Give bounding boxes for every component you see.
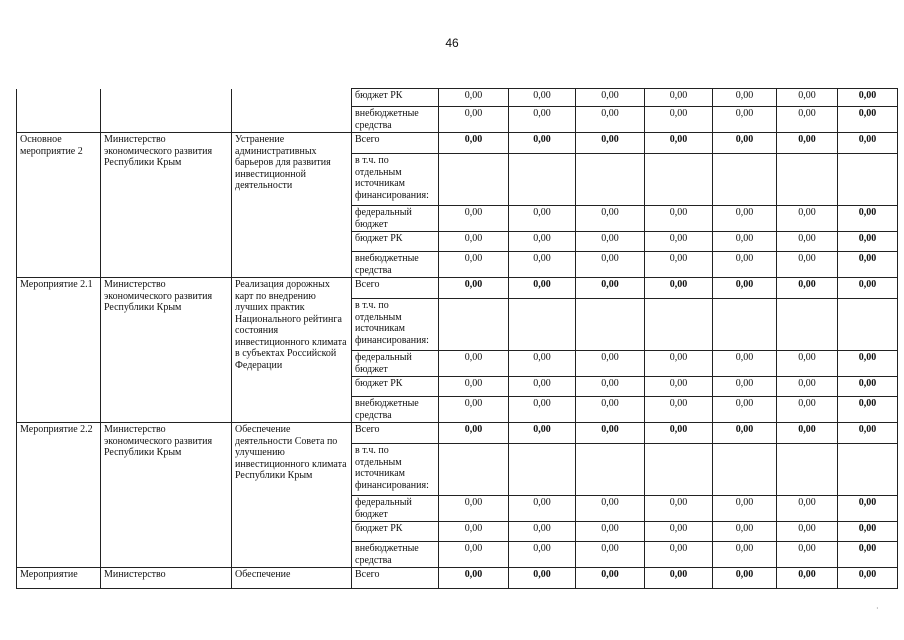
year-col-4-value: 0,00 (645, 397, 713, 423)
year-col-5-value: 0,00 (713, 278, 777, 299)
budget-table (16, 88, 898, 589)
table-row (17, 568, 898, 589)
year-col-4-value: 0,00 (645, 542, 713, 568)
year-col-4-value: 0,00 (645, 107, 713, 133)
year-col-1-value (439, 299, 509, 351)
funding-source-label: внебюджетные средства (352, 542, 439, 568)
year-col-4-value: 0,00 (645, 522, 713, 542)
funding-source-label: федеральный бюджет (352, 351, 439, 377)
year-col-3-value (576, 444, 645, 496)
year-col-3-value (576, 299, 645, 351)
year-col-7-value (838, 299, 898, 351)
year-col-5-value (713, 154, 777, 206)
year-col-3-value: 0,00 (576, 542, 645, 568)
year-col-3-value: 0,00 (576, 89, 645, 107)
executor-cell: Министерство (101, 568, 232, 589)
year-col-6-value: 0,00 (777, 206, 838, 232)
year-col-3-value: 0,00 (576, 568, 645, 589)
measure-name-cell (232, 89, 352, 133)
executor-cell (101, 89, 232, 133)
funding-source-label: бюджет РК (352, 232, 439, 252)
year-col-4-value (645, 154, 713, 206)
funding-source-label: Всего (352, 133, 439, 154)
funding-source-label: бюджет РК (352, 522, 439, 542)
year-col-6-value: 0,00 (777, 423, 838, 444)
year-col-3-value: 0,00 (576, 278, 645, 299)
year-col-1-value: 0,00 (439, 133, 509, 154)
measure-code-cell: Мероприятие 2.2 (17, 423, 101, 568)
year-col-7-value: 0,00 (838, 377, 898, 397)
year-col-2-value: 0,00 (509, 377, 576, 397)
year-col-4-value (645, 299, 713, 351)
year-col-7-value: 0,00 (838, 278, 898, 299)
year-col-1-value: 0,00 (439, 278, 509, 299)
year-col-2-value (509, 299, 576, 351)
year-col-3-value: 0,00 (576, 351, 645, 377)
year-col-7-value: 0,00 (838, 206, 898, 232)
year-col-1-value: 0,00 (439, 351, 509, 377)
year-col-7-value: 0,00 (838, 522, 898, 542)
year-col-2-value: 0,00 (509, 252, 576, 278)
funding-source-label: внебюджетные средства (352, 252, 439, 278)
year-col-7-value (838, 444, 898, 496)
year-col-2-value (509, 444, 576, 496)
year-col-3-value (576, 154, 645, 206)
year-col-2-value: 0,00 (509, 107, 576, 133)
year-col-5-value: 0,00 (713, 377, 777, 397)
scan-speck: · (876, 604, 879, 613)
year-col-2-value: 0,00 (509, 568, 576, 589)
year-col-5-value: 0,00 (713, 496, 777, 522)
year-col-3-value: 0,00 (576, 377, 645, 397)
year-col-7-value: 0,00 (838, 252, 898, 278)
year-col-5-value: 0,00 (713, 397, 777, 423)
measure-code-cell: Основное мероприятие 2 (17, 133, 101, 278)
year-col-3-value: 0,00 (576, 423, 645, 444)
year-col-2-value: 0,00 (509, 522, 576, 542)
year-col-6-value: 0,00 (777, 568, 838, 589)
year-col-7-value: 0,00 (838, 89, 898, 107)
year-col-5-value: 0,00 (713, 568, 777, 589)
year-col-4-value: 0,00 (645, 423, 713, 444)
year-col-5-value (713, 444, 777, 496)
table-row (17, 278, 898, 299)
year-col-6-value: 0,00 (777, 377, 838, 397)
year-col-6-value: 0,00 (777, 232, 838, 252)
executor-cell: Министерство экономического развития Республики Крым (101, 133, 232, 278)
year-col-1-value: 0,00 (439, 397, 509, 423)
year-col-1-value: 0,00 (439, 496, 509, 522)
year-col-5-value: 0,00 (713, 542, 777, 568)
year-col-4-value: 0,00 (645, 496, 713, 522)
funding-source-label: в т.ч. по отдельным источникам финансирования: (352, 154, 439, 206)
year-col-5-value: 0,00 (713, 206, 777, 232)
year-col-7-value: 0,00 (838, 232, 898, 252)
measure-name-cell: Обеспечение деятельности Совета по улучшению инвестиционного климата Республики Крым (232, 423, 352, 568)
year-col-1-value: 0,00 (439, 89, 509, 107)
page-number: 46 (445, 36, 459, 50)
year-col-7-value: 0,00 (838, 107, 898, 133)
year-col-3-value: 0,00 (576, 232, 645, 252)
year-col-5-value: 0,00 (713, 232, 777, 252)
funding-source-label: внебюджетные средства (352, 397, 439, 423)
year-col-7-value: 0,00 (838, 542, 898, 568)
year-col-4-value: 0,00 (645, 278, 713, 299)
year-col-3-value: 0,00 (576, 496, 645, 522)
year-col-5-value: 0,00 (713, 133, 777, 154)
year-col-5-value (713, 299, 777, 351)
year-col-6-value: 0,00 (777, 397, 838, 423)
funding-source-label: федеральный бюджет (352, 496, 439, 522)
year-col-4-value: 0,00 (645, 89, 713, 107)
year-col-7-value: 0,00 (838, 133, 898, 154)
year-col-2-value: 0,00 (509, 133, 576, 154)
year-col-6-value: 0,00 (777, 278, 838, 299)
funding-source-label: Всего (352, 568, 439, 589)
year-col-5-value: 0,00 (713, 89, 777, 107)
year-col-7-value: 0,00 (838, 351, 898, 377)
year-col-2-value: 0,00 (509, 206, 576, 232)
year-col-6-value: 0,00 (777, 496, 838, 522)
year-col-7-value: 0,00 (838, 496, 898, 522)
measure-name-cell: Устранение административных барьеров для развития инвестиционной деятельности (232, 133, 352, 278)
year-col-1-value: 0,00 (439, 522, 509, 542)
year-col-1-value: 0,00 (439, 377, 509, 397)
funding-source-label: бюджет РК (352, 377, 439, 397)
year-col-4-value: 0,00 (645, 252, 713, 278)
year-col-4-value: 0,00 (645, 206, 713, 232)
year-col-1-value: 0,00 (439, 206, 509, 232)
year-col-2-value: 0,00 (509, 278, 576, 299)
funding-source-label: Всего (352, 423, 439, 444)
year-col-3-value: 0,00 (576, 206, 645, 232)
year-col-1-value (439, 154, 509, 206)
year-col-6-value: 0,00 (777, 522, 838, 542)
year-col-3-value: 0,00 (576, 133, 645, 154)
measure-code-cell: Мероприятие (17, 568, 101, 589)
funding-source-label: в т.ч. по отдельным источникам финансирования: (352, 444, 439, 496)
year-col-2-value: 0,00 (509, 496, 576, 522)
year-col-5-value: 0,00 (713, 522, 777, 542)
year-col-7-value (838, 154, 898, 206)
year-col-6-value (777, 444, 838, 496)
executor-cell: Министерство экономического развития Республики Крым (101, 278, 232, 423)
year-col-5-value: 0,00 (713, 423, 777, 444)
year-col-6-value: 0,00 (777, 252, 838, 278)
year-col-6-value: 0,00 (777, 351, 838, 377)
table-row (17, 133, 898, 154)
funding-source-label: федеральный бюджет (352, 206, 439, 232)
funding-source-label: в т.ч. по отдельным источникам финансирования: (352, 299, 439, 351)
year-col-4-value: 0,00 (645, 232, 713, 252)
year-col-4-value: 0,00 (645, 377, 713, 397)
year-col-6-value (777, 299, 838, 351)
year-col-3-value: 0,00 (576, 397, 645, 423)
year-col-7-value: 0,00 (838, 568, 898, 589)
year-col-6-value: 0,00 (777, 542, 838, 568)
year-col-3-value: 0,00 (576, 107, 645, 133)
year-col-7-value: 0,00 (838, 397, 898, 423)
year-col-6-value: 0,00 (777, 133, 838, 154)
funding-source-label: Всего (352, 278, 439, 299)
year-col-2-value: 0,00 (509, 397, 576, 423)
year-col-2-value (509, 154, 576, 206)
measure-name-cell: Обеспечение (232, 568, 352, 589)
year-col-1-value: 0,00 (439, 423, 509, 444)
year-col-6-value: 0,00 (777, 107, 838, 133)
year-col-1-value: 0,00 (439, 568, 509, 589)
year-col-3-value: 0,00 (576, 522, 645, 542)
table-row (17, 423, 898, 444)
year-col-5-value: 0,00 (713, 107, 777, 133)
year-col-2-value: 0,00 (509, 89, 576, 107)
year-col-5-value: 0,00 (713, 351, 777, 377)
funding-source-label: бюджет РК (352, 89, 439, 107)
year-col-7-value: 0,00 (838, 423, 898, 444)
year-col-4-value: 0,00 (645, 568, 713, 589)
year-col-1-value: 0,00 (439, 107, 509, 133)
year-col-6-value: 0,00 (777, 89, 838, 107)
year-col-2-value: 0,00 (509, 542, 576, 568)
year-col-3-value: 0,00 (576, 252, 645, 278)
year-col-1-value: 0,00 (439, 252, 509, 278)
year-col-4-value (645, 444, 713, 496)
funding-source-label: внебюджетные средства (352, 107, 439, 133)
year-col-2-value: 0,00 (509, 351, 576, 377)
year-col-1-value (439, 444, 509, 496)
measure-code-cell: Мероприятие 2.1 (17, 278, 101, 423)
year-col-4-value: 0,00 (645, 351, 713, 377)
year-col-4-value: 0,00 (645, 133, 713, 154)
measure-code-cell (17, 89, 101, 133)
year-col-5-value: 0,00 (713, 252, 777, 278)
table-row (17, 89, 898, 107)
executor-cell: Министерство экономического развития Республики Крым (101, 423, 232, 568)
year-col-1-value: 0,00 (439, 232, 509, 252)
year-col-6-value (777, 154, 838, 206)
year-col-2-value: 0,00 (509, 423, 576, 444)
year-col-2-value: 0,00 (509, 232, 576, 252)
measure-name-cell: Реализация дорожных карт по внедрению лучших практик Национального рейтинга состояния инвестиционного климата в субъектах Российской Федерации (232, 278, 352, 423)
year-col-1-value: 0,00 (439, 542, 509, 568)
